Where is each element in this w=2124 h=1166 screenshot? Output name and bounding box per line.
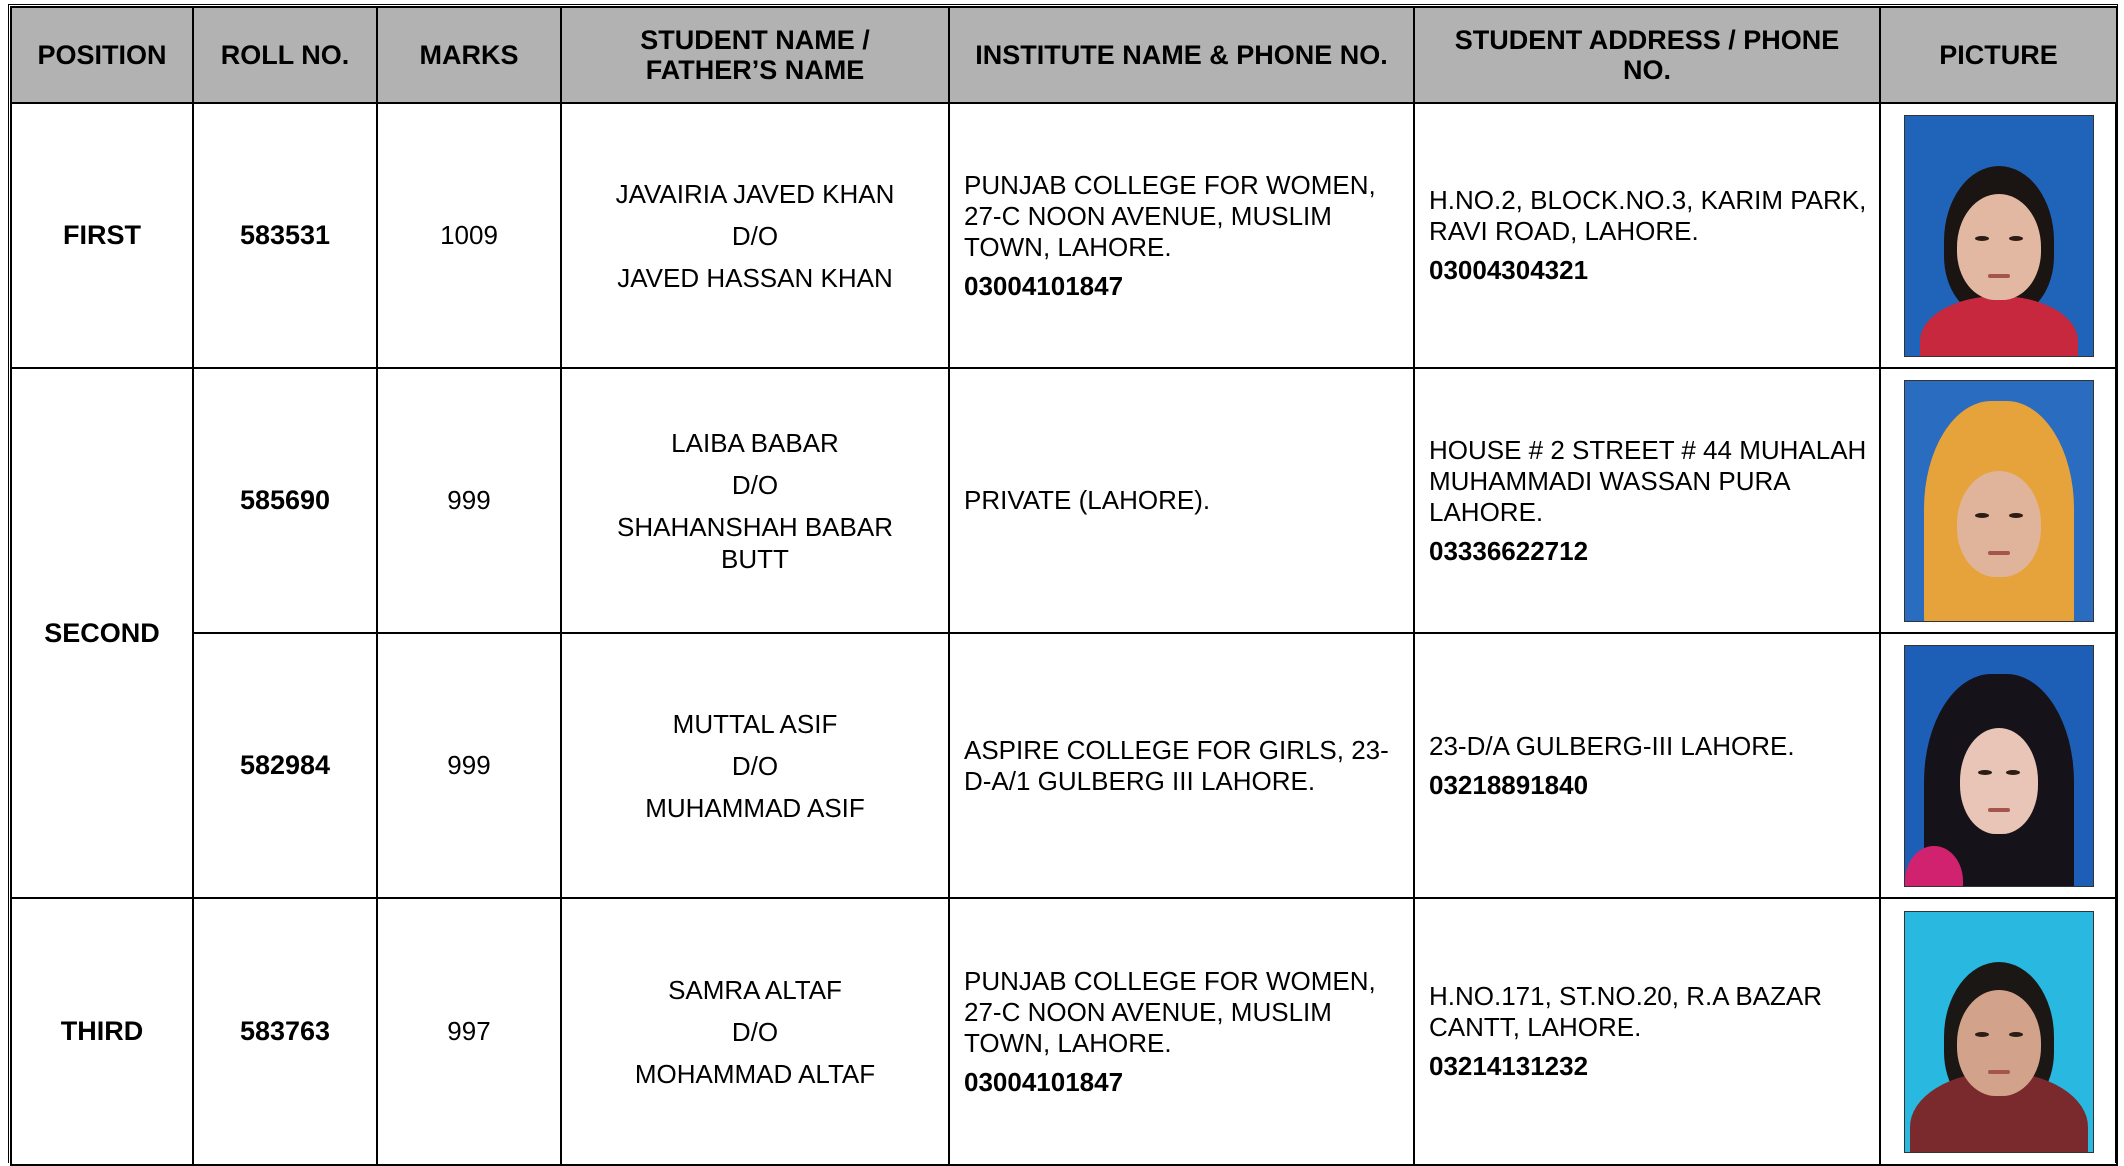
student-phone: 03336622712 (1429, 535, 1589, 566)
header-row (11, 7, 2117, 103)
table-row (11, 103, 2117, 368)
address-cell (1414, 103, 1880, 368)
position-cell: THIRD (11, 898, 193, 1165)
header-student-address: STUDENT ADDRESS / PHONE NO. (1414, 7, 1880, 103)
student-name: MUTTAL ASIF (672, 708, 838, 739)
student-name: JAVAIRIA JAVED KHAN (615, 178, 895, 209)
picture-cell (1880, 368, 2117, 633)
roll-no-cell: 582984 (193, 633, 377, 898)
relation-label: D/O (731, 1016, 779, 1047)
marks-cell: 997 (377, 898, 561, 1165)
marks-cell: 999 (377, 368, 561, 633)
institute-cell (949, 368, 1414, 633)
student-photo (1904, 645, 2094, 887)
marks-cell: 1009 (377, 103, 561, 368)
results-table (10, 6, 2118, 1166)
table-row (11, 898, 2117, 1165)
institute-name: ASPIRE COLLEGE FOR GIRLS, 23-D-A/1 GULBERG III LAHORE. (964, 734, 1389, 796)
student-name-cell (561, 898, 949, 1165)
institute-name: PUNJAB COLLEGE FOR WOMEN, 27-C NOON AVENUE, MUSLIM TOWN, LAHORE. (964, 169, 1376, 262)
institute-phone: 03004101847 (964, 1066, 1124, 1097)
header-roll-no: ROLL NO. (193, 7, 377, 103)
student-photo (1904, 380, 2094, 622)
institute-phone: 03004101847 (964, 270, 1124, 301)
header-student-name: STUDENT NAME / FATHER’S NAME (561, 7, 949, 103)
student-phone: 03214131232 (1429, 1051, 1589, 1081)
address-cell (1414, 368, 1880, 633)
father-name: MOHAMMAD ALTAF (634, 1058, 876, 1089)
marks-cell: 999 (377, 633, 561, 898)
position-cell: FIRST (11, 103, 193, 368)
student-address: H.NO.2, BLOCK.NO.3, KARIM PARK, RAVI ROAD, LAHORE. (1429, 185, 1867, 246)
address-cell (1414, 898, 1880, 1165)
header-institute: INSTITUTE NAME & PHONE NO. (949, 7, 1414, 103)
student-phone: 03004304321 (1429, 255, 1589, 285)
father-name: JAVED HASSAN KHAN (617, 262, 893, 293)
student-phone: 03218891840 (1429, 769, 1589, 800)
header-picture: PICTURE (1880, 7, 2117, 103)
institute-cell (949, 103, 1414, 368)
student-photo (1904, 911, 2094, 1153)
roll-no-cell: 585690 (193, 368, 377, 633)
table-row (11, 633, 2117, 898)
table-row (11, 368, 2117, 633)
father-name: MUHAMMAD ASIF (645, 792, 865, 823)
institute-cell (949, 633, 1414, 898)
student-address: H.NO.171, ST.NO.20, R.A BAZAR CANTT, LAHORE. (1429, 981, 1823, 1042)
header-marks: MARKS (377, 7, 561, 103)
student-name: SAMRA ALTAF (668, 974, 842, 1005)
relation-label: D/O (731, 469, 779, 500)
father-name: SHAHANSHAH BABAR BUTT (617, 511, 893, 574)
roll-no-cell: 583763 (193, 898, 377, 1165)
relation-label: D/O (731, 750, 779, 781)
header-position: POSITION (11, 7, 193, 103)
student-name-cell (561, 368, 949, 633)
picture-cell (1880, 633, 2117, 898)
institute-name: PRIVATE (LAHORE). (964, 485, 1211, 515)
student-name-cell (561, 633, 949, 898)
institute-name: PUNJAB COLLEGE FOR WOMEN, 27-C NOON AVENUE, MUSLIM TOWN, LAHORE. (964, 965, 1376, 1058)
student-name-cell (561, 103, 949, 368)
student-address: HOUSE # 2 STREET # 44 MUHALAH MUHAMMADI WASSAN PURA LAHORE. (1429, 434, 1867, 527)
student-name: LAIBA BABAR (671, 427, 839, 458)
institute-cell (949, 898, 1414, 1165)
position-cell: SECOND (11, 368, 193, 898)
student-photo (1904, 115, 2094, 357)
picture-cell (1880, 898, 2117, 1165)
address-cell (1414, 633, 1880, 898)
relation-label: D/O (731, 220, 779, 251)
picture-cell (1880, 103, 2117, 368)
student-address: 23-D/A GULBERG-III LAHORE. (1429, 730, 1795, 761)
roll-no-cell: 583531 (193, 103, 377, 368)
